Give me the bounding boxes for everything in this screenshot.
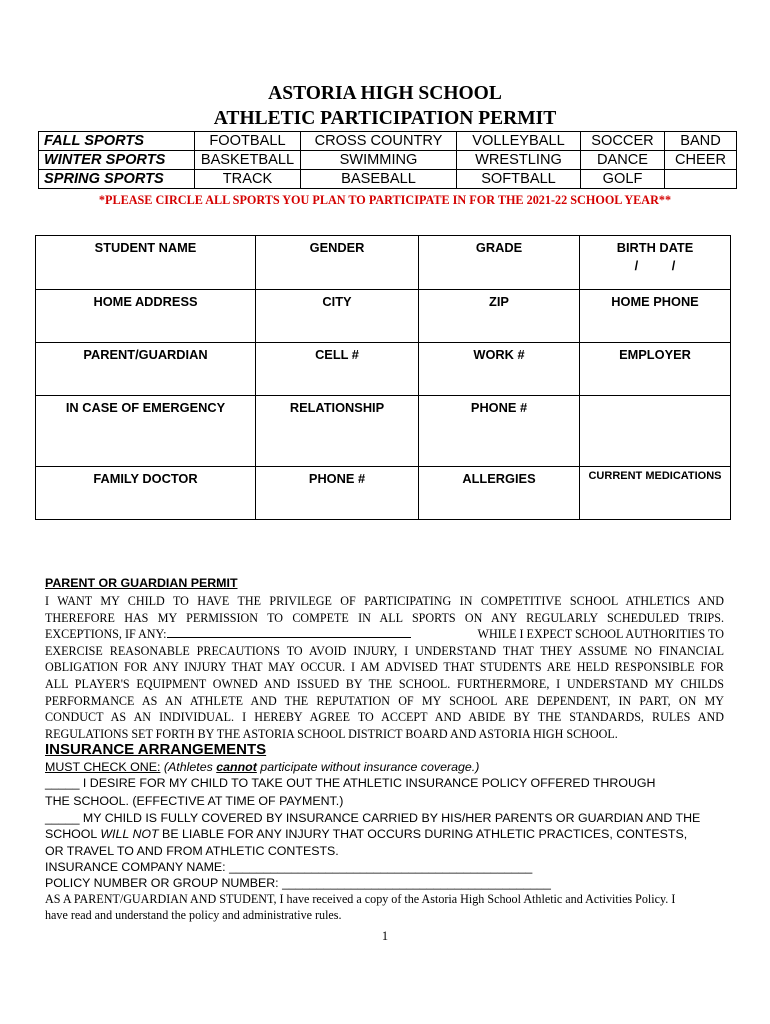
permit-line: CONDUCT AS AN INDIVIDUAL. I HEREBY AGREE TO ACCEPT AND ABIDE BY THE STANDARDS, RULES AND bbox=[45, 710, 724, 725]
sport-option[interactable]: CHEER bbox=[665, 151, 737, 170]
field-label: CURRENT MEDICATIONS bbox=[588, 470, 722, 482]
season-label: FALL SPORTS bbox=[39, 132, 195, 151]
acknowledgement-line-2: have read and understand the policy and administrative rules. bbox=[45, 908, 342, 922]
field-label: RELATIONSHIP bbox=[289, 400, 385, 415]
option-family-checkbox[interactable]: _____ bbox=[45, 811, 80, 825]
field-label: ZIP bbox=[489, 294, 509, 309]
field-label: PARENT/GUARDIAN bbox=[83, 347, 208, 362]
permit-line-end: WHILE I EXPECT SCHOOL AUTHORITIES TO bbox=[477, 627, 724, 642]
field-zip[interactable] bbox=[419, 290, 580, 343]
sport-option[interactable]: CROSS COUNTRY bbox=[301, 132, 457, 151]
field-label: HOME PHONE bbox=[611, 294, 699, 309]
season-label: SPRING SPORTS bbox=[39, 170, 195, 189]
sport-option[interactable]: SWIMMING bbox=[301, 151, 457, 170]
cannot-emphasis: cannot bbox=[216, 760, 257, 774]
sports-row-spring bbox=[39, 170, 737, 189]
field-student-name[interactable] bbox=[36, 236, 256, 290]
sport-option[interactable]: TRACK bbox=[195, 170, 301, 189]
info-row bbox=[36, 290, 731, 343]
field-label: GRADE bbox=[475, 240, 523, 255]
policy-number-field[interactable]: _______________________________________ bbox=[282, 876, 551, 890]
insurance-option-family bbox=[45, 810, 735, 827]
coverage-note-a: (Athletes bbox=[163, 760, 217, 774]
season-label: WINTER SPORTS bbox=[39, 151, 195, 170]
permit-line: OBLIGATION FOR ANY INJURY THAT MAY OCCUR. I AM ADVISED THAT STUDENTS ARE HELD RESPONSIBLE FOR bbox=[45, 660, 724, 675]
permit-line: EXERCISE REASONABLE PRECAUTIONS TO AVOID INJURY, I UNDERSTAND THAT THEY ASSUME NO FINANCIAL bbox=[45, 643, 724, 658]
permit-heading: PARENT OR GUARDIAN PERMIT bbox=[45, 576, 238, 590]
insurance-heading: INSURANCE ARRANGEMENTS bbox=[45, 741, 267, 758]
exceptions-label: EXCEPTIONS, IF ANY: bbox=[45, 627, 167, 642]
form-title: ATHLETIC PARTICIPATION PERMIT bbox=[213, 108, 557, 129]
option-family-text-3: OR TRAVEL TO AND FROM ATHLETIC CONTESTS. bbox=[45, 844, 339, 858]
field-label: STUDENT NAME bbox=[94, 240, 197, 255]
school-name: ASTORIA HIGH SCHOOL bbox=[268, 83, 502, 104]
sports-table bbox=[38, 131, 737, 189]
will-not-emphasis: WILL NOT bbox=[100, 827, 159, 841]
field-birth-date[interactable] bbox=[580, 236, 731, 290]
option-school-checkbox[interactable]: _____ bbox=[45, 776, 80, 790]
permit-line: I WANT MY CHILD TO HAVE THE PRIVILEGE OF PARTICIPATING IN COMPETITIVE SCHOOL ATHLETICS AND bbox=[45, 594, 724, 608]
field-city[interactable] bbox=[256, 290, 419, 343]
permit-line: PERFORMANCE AS AN ATHLETE AND THE REPUTATION OF MY SCHOOL ARE DEPENDENT, IN PART, ON MY bbox=[45, 693, 724, 708]
option-school-text: I DESIRE FOR MY CHILD TO TAKE OUT THE ATHLETIC INSURANCE POLICY OFFERED THROUGH bbox=[79, 776, 656, 790]
option-family-text-2 bbox=[45, 826, 735, 843]
sport-option[interactable]: SOFTBALL bbox=[457, 170, 581, 189]
sport-option[interactable]: DANCE bbox=[581, 151, 665, 170]
option-family-text-2b: BE LIABLE FOR ANY INJURY THAT OCCURS DURING ATHLETIC PRACTICES, CONTESTS, bbox=[158, 827, 688, 841]
field-label: IN CASE OF EMERGENCY bbox=[65, 400, 226, 415]
insurance-company-label: INSURANCE COMPANY NAME: bbox=[45, 860, 230, 874]
insurance-company-field[interactable]: ____________________________________________ bbox=[229, 860, 533, 874]
field-empty[interactable] bbox=[580, 396, 731, 467]
field-home-address[interactable] bbox=[36, 290, 256, 343]
field-emergency-phone[interactable] bbox=[419, 396, 580, 467]
sports-row-fall bbox=[39, 132, 737, 151]
insurance-option-school bbox=[45, 775, 735, 792]
field-label: BIRTH DATE bbox=[616, 240, 694, 255]
field-label: CELL # bbox=[315, 347, 359, 362]
sport-option[interactable]: SOCCER bbox=[581, 132, 665, 151]
option-family-text-2a: SCHOOL bbox=[45, 827, 101, 841]
coverage-note bbox=[164, 760, 479, 774]
info-row bbox=[36, 467, 731, 520]
permit-line: REGULATIONS SET FORTH BY THE ASTORIA SCHOOL DISTRICT BOARD AND ASTORIA HIGH SCHOOL. bbox=[45, 726, 618, 741]
must-check-line bbox=[45, 759, 735, 776]
field-label: EMPLOYER bbox=[619, 347, 691, 362]
student-info-table bbox=[35, 235, 731, 520]
policy-number-line bbox=[45, 875, 735, 892]
field-gender[interactable] bbox=[256, 236, 419, 290]
sport-option[interactable]: FOOTBALL bbox=[195, 132, 301, 151]
page-number: 1 bbox=[381, 929, 389, 943]
field-work[interactable] bbox=[419, 343, 580, 396]
field-label: FAMILY DOCTOR bbox=[93, 471, 198, 486]
field-label: PHONE # bbox=[470, 400, 528, 415]
permit-text bbox=[45, 593, 724, 742]
sport-option[interactable]: BASKETBALL bbox=[195, 151, 301, 170]
field-parent-guardian[interactable] bbox=[36, 343, 256, 396]
must-check-label: MUST CHECK ONE: bbox=[45, 760, 161, 774]
permit-line: ALL PLAYER'S EQUIPMENT OWNED AND ISSUED BY THE SCHOOL. FURTHERMORE, I UNDERSTAND MY CHILDS bbox=[45, 676, 724, 691]
permit-line bbox=[45, 626, 724, 643]
field-label: HOME ADDRESS bbox=[93, 294, 198, 309]
field-emergency-contact[interactable] bbox=[36, 396, 256, 467]
info-row bbox=[36, 236, 731, 290]
sport-option[interactable]: BAND bbox=[665, 132, 737, 151]
sports-row-winter bbox=[39, 151, 737, 170]
option-school-text-2: THE SCHOOL. (EFFECTIVE AT TIME OF PAYMENT.) bbox=[45, 794, 344, 808]
sport-option[interactable]: BASEBALL bbox=[301, 170, 457, 189]
field-current-medications[interactable] bbox=[580, 467, 731, 520]
birth-date-slashes: / / bbox=[634, 258, 676, 273]
insurance-company-line bbox=[45, 859, 735, 876]
policy-number-label: POLICY NUMBER OR GROUP NUMBER: bbox=[45, 876, 283, 890]
sport-option[interactable]: GOLF bbox=[581, 170, 665, 189]
field-label: PHONE # bbox=[308, 471, 366, 486]
field-label: WORK # bbox=[473, 347, 525, 362]
sport-option-empty bbox=[665, 170, 737, 189]
field-label: GENDER bbox=[309, 240, 365, 255]
field-home-phone[interactable] bbox=[580, 290, 731, 343]
permit-line: THEREFORE HAS MY PERMISSION TO COMPETE IN ALL SPORTS ON ANY REGULARLY SCHEDULED TRIPS. bbox=[45, 610, 724, 625]
acknowledgement-line-1: AS A PARENT/GUARDIAN AND STUDENT, I have received a copy of the Astoria High School Athletic and Activities Policy. I bbox=[45, 892, 676, 906]
circle-instruction: *PLEASE CIRCLE ALL SPORTS YOU PLAN TO PARTICIPATE IN FOR THE 2021-22 SCHOOL YEAR** bbox=[98, 193, 672, 207]
field-relationship[interactable] bbox=[256, 396, 419, 467]
sport-option[interactable]: WRESTLING bbox=[457, 151, 581, 170]
info-row bbox=[36, 343, 731, 396]
coverage-note-b: participate without insurance coverage.) bbox=[256, 760, 480, 774]
field-family-doctor[interactable] bbox=[36, 467, 256, 520]
sport-option[interactable]: VOLLEYBALL bbox=[457, 132, 581, 151]
exceptions-field[interactable] bbox=[167, 626, 411, 638]
info-row bbox=[36, 396, 731, 467]
field-label: ALLERGIES bbox=[462, 471, 536, 486]
field-grade[interactable] bbox=[419, 236, 580, 290]
option-family-text: MY CHILD IS FULLY COVERED BY INSURANCE CARRIED BY HIS/HER PARENTS OR GUARDIAN AND THE bbox=[79, 811, 701, 825]
field-label: CITY bbox=[322, 294, 352, 309]
field-employer[interactable] bbox=[580, 343, 731, 396]
field-cell[interactable] bbox=[256, 343, 419, 396]
field-allergies[interactable] bbox=[419, 467, 580, 520]
field-doctor-phone[interactable] bbox=[256, 467, 419, 520]
